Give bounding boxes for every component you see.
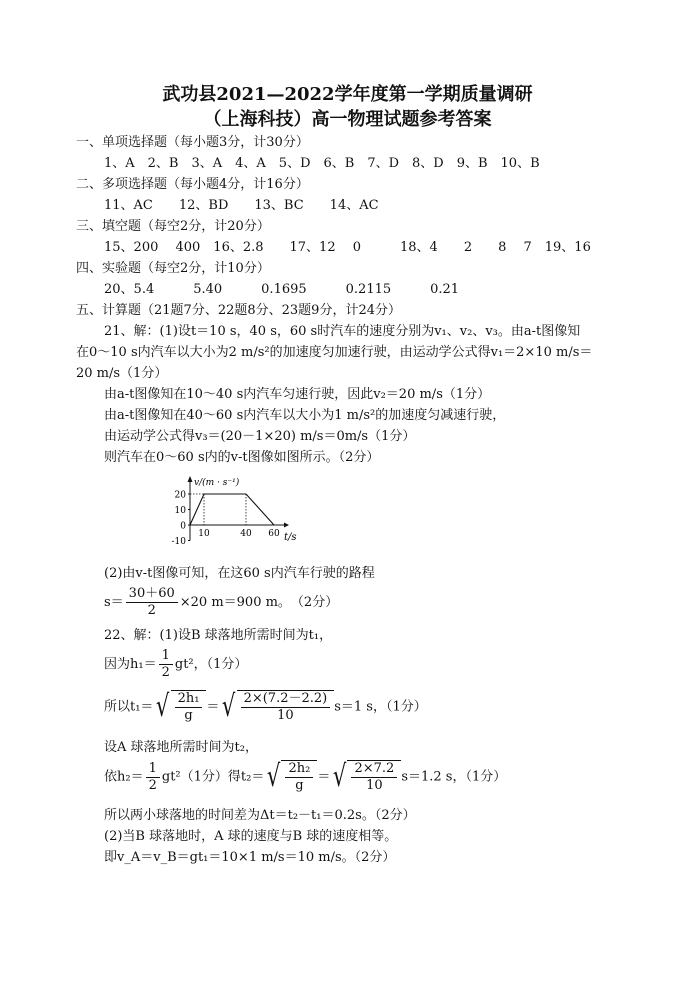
document-title: 武功县2021—2022学年度第一学期质量调研 [162, 84, 533, 105]
section-1-answers: 1、A 2、B 3、A 4、A 5、D 6、B 7、D 8、D 9、B 10、B [104, 156, 540, 171]
radical-sign: √ [333, 759, 347, 794]
y-tick-label: 0 [180, 521, 186, 532]
section-3-answers: 15、200 400 16、2.8 17、12 0 18、4 2 8 7 19、16 [104, 240, 591, 255]
eq-text: s＝1.2 s，（1分） [401, 769, 507, 785]
section-5-heading: 五、计算题（21题7分、22题8分、23题9分，计24分） [76, 303, 401, 318]
x-tick-label: 10 [198, 529, 210, 539]
eq-text: gt²，（1分） [174, 657, 248, 672]
fraction [159, 648, 173, 681]
radical-sign: √ [267, 759, 281, 794]
q22-line-4: 设A 球落地所需时间为t₂， [104, 740, 258, 755]
square-root [153, 690, 206, 724]
q22-line-1: 22、解：(1)设B 球落地所需时间为t₁， [104, 628, 333, 643]
q22-line-8: 即v_A＝v_B＝gt₁＝10×1 m/s＝10 m/s。（2分） [104, 850, 396, 865]
numerator: 2×(7.2－2.2) [241, 691, 331, 708]
fraction [285, 761, 313, 794]
eq-text: ＝ [317, 769, 331, 785]
section-4-answers: 20、5.4 5.40 0.1695 0.2115 0.21 [104, 282, 460, 297]
denominator: 10 [366, 778, 383, 793]
numerator: 30＋60 [126, 586, 178, 603]
section-3-heading: 三、填空题（每空2分，计20分） [76, 219, 270, 234]
denominator: 10 [277, 708, 294, 723]
y-axis-arrow [188, 476, 193, 482]
q21-line-3: 20 m/s（1分） [76, 366, 168, 381]
y-axis-label: v/(m · s⁻¹) [194, 478, 240, 488]
q21-line-1: 21、解：(1)设t＝10 s，40 s，60 s时汽车的速度分别为v₁、v₂、v₃。由a-t图像知 [104, 324, 581, 339]
q21-distance-equation [104, 586, 338, 619]
q22-line-7: (2)当B 球落地时，A 球的速度与B 球的速度相等。 [104, 829, 398, 844]
eq-text: 依h₂＝ [104, 769, 144, 785]
vt-graph [162, 476, 322, 552]
y-tick-label: 20 [174, 490, 186, 501]
q22-line-5 [104, 760, 506, 794]
fraction [175, 691, 203, 724]
numerator: 1 [159, 648, 173, 665]
y-tick-label: -10 [171, 537, 186, 547]
q21-line-5: 由a-t图像知在40～60 s内汽车以大小为1 m/s²的加速度匀减速行驶， [104, 408, 506, 423]
q21-line-7: 则汽车在0～60 s内的v-t图像如图所示。（2分） [104, 450, 380, 465]
x-tick-label: 60 [268, 529, 280, 539]
square-root [264, 760, 317, 794]
square-root [330, 760, 401, 794]
denominator: g [295, 778, 304, 793]
numerator: 1 [146, 761, 160, 778]
section-4-heading: 四、实验题（每空2分，计10分） [76, 261, 270, 276]
fraction [351, 761, 397, 794]
denominator: 2 [161, 665, 170, 680]
q22-line-2 [104, 648, 247, 681]
fraction [126, 586, 178, 619]
fraction [146, 761, 160, 794]
section-1-heading: 一、单项选择题（每小题3分，计30分） [76, 135, 309, 150]
eq-rhs: ×20 m＝900 m。 （2分） [179, 595, 339, 610]
x-axis-label: t/s [284, 532, 297, 543]
radical-sign: √ [222, 689, 236, 724]
document-subtitle: （上海科技）高一物理试题参考答案 [203, 109, 492, 130]
vt-series-line [190, 494, 274, 525]
q22-line-6: 所以两小球落地的时间差为Δt＝t₂－t₁＝0.2s。（2分） [104, 808, 416, 823]
section-2-answers: 11、AC 12、BD 13、BC 14、AC [104, 198, 379, 213]
q21-line-4: 由a-t图像知在10～40 s内汽车匀速行驶，因此v₂＝20 m/s（1分） [104, 387, 491, 402]
square-root [219, 690, 334, 724]
eq-text: 因为h₁＝ [104, 657, 157, 672]
section-2-heading: 二、多项选择题（每小题4分，计16分） [76, 177, 309, 192]
denominator: 2 [148, 777, 157, 793]
fraction [241, 691, 331, 724]
y-tick-label: 10 [174, 506, 186, 516]
x-tick-label: 40 [240, 529, 252, 539]
eq-text: gt²（1分）得t₂＝ [161, 769, 265, 785]
denominator: g [184, 708, 193, 723]
eq-text: ＝ [206, 699, 220, 715]
denominator: 2 [147, 603, 156, 618]
q22-line-3 [104, 690, 427, 724]
radical-sign: √ [156, 689, 170, 724]
q21-line-2: 在0～10 s内汽车以大小为2 m/s²的加速度匀加速行驶，由运动学公式得v₁＝2×10 m/s＝ [76, 345, 593, 360]
x-axis-arrow [284, 523, 289, 528]
numerator: 2×7.2 [351, 761, 397, 778]
eq-lhs: s＝ [104, 595, 124, 610]
q21-line-8: (2)由v-t图像可知，在这60 s内汽车行驶的路程 [104, 566, 375, 581]
eq-text: 所以t₁＝ [104, 699, 154, 715]
q21-line-6: 由运动学公式得v₃＝(20－1×20) m/s＝0m/s（1分） [104, 429, 416, 444]
eq-text: s＝1 s，（1分） [334, 699, 427, 715]
numerator: 2h₁ [175, 691, 203, 708]
numerator: 2h₂ [285, 761, 313, 778]
